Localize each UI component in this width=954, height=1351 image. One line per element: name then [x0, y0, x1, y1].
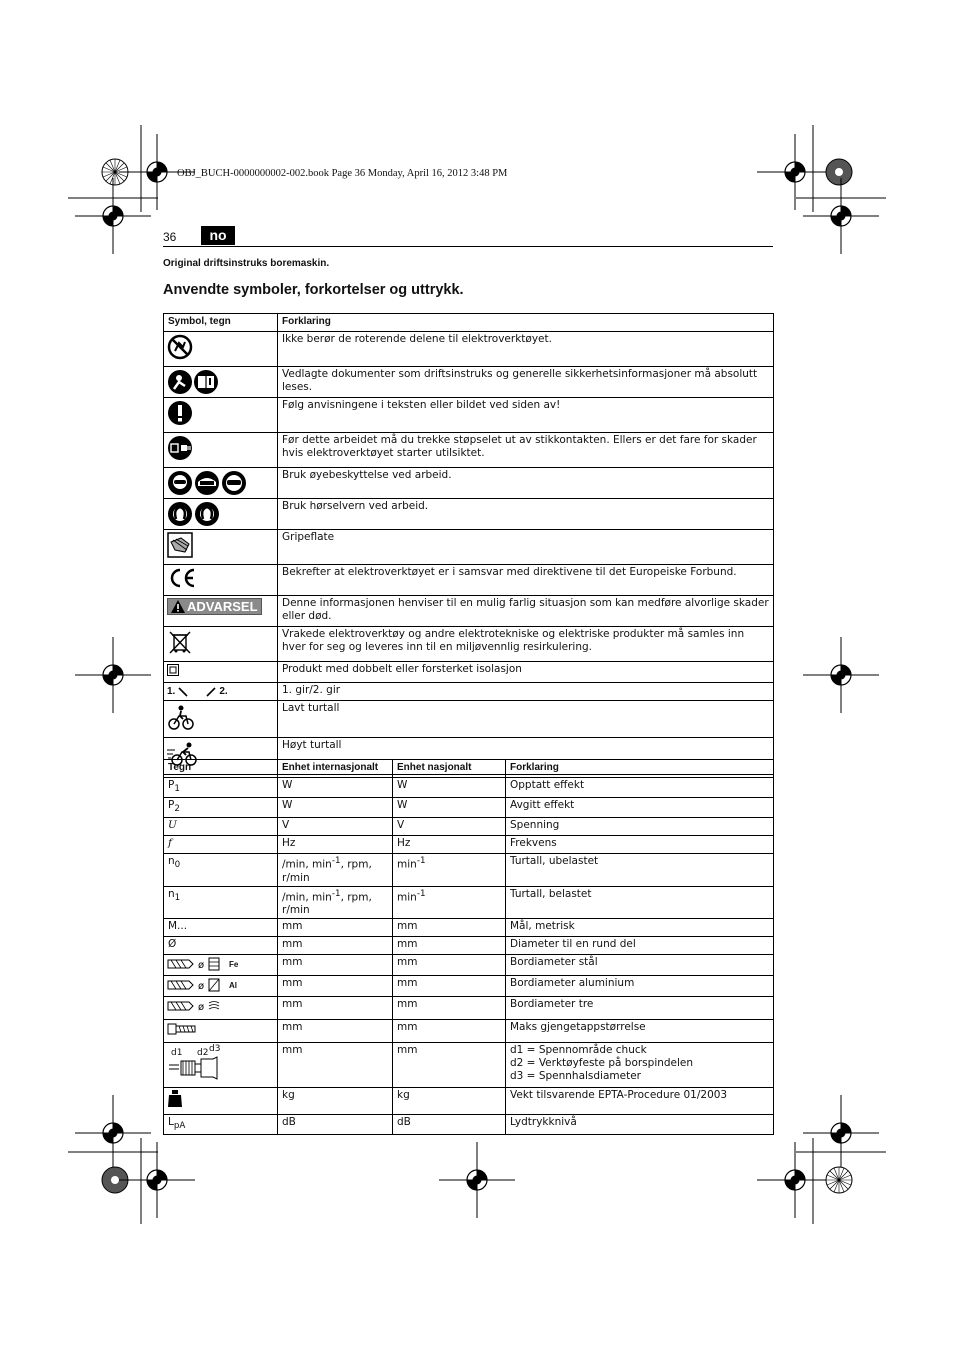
- unit-national: mm: [393, 976, 506, 997]
- symbol-description: Denne informasjonen henviser til en mulig farlig situasjon som kan medføre alvorlige skader eller død.: [278, 596, 774, 627]
- sign-cell: $P_1$: [164, 778, 278, 798]
- double-insulation-icon: [167, 664, 179, 676]
- drill-steel-icon: [167, 957, 225, 971]
- chuck-drawing-icon: [167, 1055, 231, 1081]
- language-tag: no: [201, 226, 235, 245]
- grip-surface-icon: [167, 532, 193, 558]
- sign-cell: U: [164, 818, 278, 836]
- unit-description: Mål, metrisk: [506, 919, 774, 937]
- table-row: [164, 433, 774, 468]
- table-row: [164, 468, 774, 499]
- unit-national: $\min^{-1}$: [393, 854, 506, 887]
- table-row: [164, 596, 774, 627]
- table-row: [164, 976, 774, 997]
- unit-national: kg: [393, 1088, 506, 1115]
- drill-wood-icon: [167, 999, 225, 1013]
- unit-national: dB: [393, 1115, 506, 1135]
- sign-cell: [164, 1020, 278, 1043]
- unit-description: Vekt tilsvarende EPTA-Procedure 01/2003: [506, 1088, 774, 1115]
- table-row: [164, 836, 774, 854]
- table-row: [164, 627, 774, 662]
- unit-description: Turtall, ubelastet: [506, 854, 774, 887]
- svg-text:ø: ø: [198, 981, 205, 993]
- table-header-row: [164, 760, 774, 778]
- unit-description: Turtall, belastet: [506, 886, 774, 919]
- symbol-description: Vedlagte dokumenter som driftsinstruks og generelle sikkerhetsinformasjoner må absolutt leses.: [278, 367, 774, 398]
- sign-cell: [164, 997, 278, 1020]
- svg-text:ø: ø: [198, 960, 205, 972]
- low-speed-icon: [167, 703, 195, 731]
- unit-description: Spenning: [506, 818, 774, 836]
- column-header: Forklaring: [278, 314, 774, 332]
- sign-cell: $L_{pA}$: [164, 1115, 278, 1135]
- unit-description: Lydtrykknivå: [506, 1115, 774, 1135]
- sign-cell: M...: [164, 919, 278, 937]
- symbol-description: Vrakede elektroverktøy og andre elektrotekniske og elektriske produkter må samles inn hver for seg og leveres inn til en miljøvennlig resirkulering.: [278, 627, 774, 662]
- eye-protection-icon: [167, 470, 247, 496]
- table-row: [164, 778, 774, 798]
- chuck-dimensions-icon: d1 d2 d3: [167, 1045, 231, 1083]
- table-row: [164, 530, 774, 565]
- unit-national: mm: [393, 1020, 506, 1043]
- svg-text:ø: ø: [198, 1002, 205, 1014]
- hearing-protection-icon: [167, 501, 221, 527]
- read-documents-icon: [167, 369, 219, 395]
- unit-international: mm: [278, 1043, 393, 1088]
- unit-national: mm: [393, 997, 506, 1020]
- column-header: Enhet nasjonalt: [393, 760, 506, 778]
- unit-international: mm: [278, 997, 393, 1020]
- symbol-description: Bruk øyebeskyttelse ved arbeid.: [278, 468, 774, 499]
- unit-international: mm: [278, 919, 393, 937]
- table-row: [164, 1043, 774, 1088]
- unit-national: V: [393, 818, 506, 836]
- table-row: [164, 499, 774, 530]
- header-rule: [163, 246, 773, 247]
- symbol-description: Bekrefter at elektroverktøyet er i samsvar med direktivene til det Europeiske Forbund.: [278, 565, 774, 596]
- table-row: [164, 818, 774, 836]
- table-row: [164, 701, 774, 738]
- unit-national: Hz: [393, 836, 506, 854]
- unit-national: mm: [393, 919, 506, 937]
- unit-description: [506, 1043, 774, 1088]
- unit-description: Bordiameter tre: [506, 997, 774, 1020]
- desc-line: d2 = Verktøyfeste på borspindelen: [510, 1057, 694, 1070]
- table-header-row: [164, 314, 774, 332]
- column-header: Forklaring: [506, 760, 774, 778]
- weee-bin-icon: [167, 629, 193, 655]
- table-row: [164, 662, 774, 683]
- table-row: [164, 398, 774, 433]
- table-row: [164, 367, 774, 398]
- table-row: [164, 798, 774, 818]
- unit-international: Hz: [278, 836, 393, 854]
- unit-description: Opptatt effekt: [506, 778, 774, 798]
- gear-1-label: 1.: [167, 686, 176, 697]
- symbol-description: Lavt turtall: [278, 701, 774, 738]
- do-not-touch-rotating-icon: [167, 334, 193, 360]
- ce-mark-icon: [167, 567, 197, 589]
- table-row: [164, 937, 774, 955]
- unit-description: Frekvens: [506, 836, 774, 854]
- symbol-description: Gripeflate: [278, 530, 774, 565]
- table-row: [164, 997, 774, 1020]
- unplug-icon: [167, 435, 193, 461]
- section-title: Anvendte symboler, forkortelser og uttrykk.: [163, 282, 464, 298]
- desc-line: d3 = Spennhalsdiameter: [510, 1070, 641, 1083]
- gear-low-icon: [177, 686, 189, 698]
- unit-international: mm: [278, 976, 393, 997]
- gear-2-label: 2.: [219, 686, 228, 697]
- table-row: [164, 919, 774, 937]
- page-number: 36: [163, 230, 177, 244]
- table-row: [164, 683, 774, 701]
- weight-icon: [167, 1090, 183, 1108]
- column-header: Tegn: [164, 760, 278, 778]
- sign-cell: f: [164, 836, 278, 854]
- unit-description: Bordiameter stål: [506, 955, 774, 976]
- unit-description: Bordiameter aluminium: [506, 976, 774, 997]
- warning-triangle-icon: [171, 600, 185, 613]
- warning-label-icon: [167, 598, 262, 615]
- unit-national: W: [393, 778, 506, 798]
- sign-cell: $n_1$: [164, 886, 278, 919]
- warning-label-text: ADVARSEL: [187, 599, 258, 614]
- gear-high-icon: [205, 686, 217, 698]
- table-row: [164, 1020, 774, 1043]
- symbol-description: Produkt med dobbelt eller forsterket isolasjon: [278, 662, 774, 683]
- units-table: [163, 759, 774, 1135]
- unit-international: mm: [278, 1020, 393, 1043]
- sign-cell: [164, 1043, 278, 1088]
- column-header: Enhet internasjonalt: [278, 760, 393, 778]
- sign-cell: [164, 1088, 278, 1115]
- unit-international: dB: [278, 1115, 393, 1135]
- subtitle: Original driftsinstruks boremaskin.: [163, 258, 330, 269]
- table-row: [164, 854, 774, 887]
- unit-international: mm: [278, 955, 393, 976]
- unit-international: /min, $\min^{-1}$, rpm, r/min: [278, 854, 393, 887]
- symbol-description: Høyt turtall: [278, 738, 774, 775]
- unit-national: mm: [393, 955, 506, 976]
- unit-international: W: [278, 798, 393, 818]
- unit-description: Maks gjengetappstørrelse: [506, 1020, 774, 1043]
- gear-1-2-icon: [167, 685, 274, 698]
- table-row: [164, 1115, 774, 1135]
- symbol-description: Ikke berør de roterende delene til elektroverktøyet.: [278, 332, 774, 367]
- unit-description: Diameter til en rund del: [506, 937, 774, 955]
- sign-cell: $n_0$: [164, 854, 278, 887]
- tap-icon: [167, 1022, 197, 1036]
- file-header: OBJ_BUCH-0000000002-002.book Page 36 Monday, April 16, 2012 3:48 PM: [177, 168, 508, 179]
- table-row: [164, 332, 774, 367]
- unit-international: W: [278, 778, 393, 798]
- unit-national: $\min^{-1}$: [393, 886, 506, 919]
- unit-description: Avgitt effekt: [506, 798, 774, 818]
- column-header: Symbol, tegn: [164, 314, 278, 332]
- drill-aluminium-icon: [167, 978, 225, 992]
- symbol-description: Før dette arbeidet må du trekke støpselet ut av stikkontakten. Ellers er det fare for skader hvis elektroverktøyet starter utilsiktet.: [278, 433, 774, 468]
- sign-cell: Ø: [164, 937, 278, 955]
- sign-cell: $P_2$: [164, 798, 278, 818]
- unit-international: /min, $\min^{-1}$, rpm, r/min: [278, 886, 393, 919]
- desc-line: d1 = Spennområde chuck: [510, 1044, 647, 1057]
- table-row: [164, 1088, 774, 1115]
- sign-cell: ø Al: [164, 976, 278, 997]
- unit-international: mm: [278, 937, 393, 955]
- attention-icon: [167, 400, 193, 426]
- unit-national: W: [393, 798, 506, 818]
- unit-national: mm: [393, 937, 506, 955]
- symbol-description: Bruk hørselvern ved arbeid.: [278, 499, 774, 530]
- sign-cell: ø Fe: [164, 955, 278, 976]
- unit-national: mm: [393, 1043, 506, 1088]
- table-row: [164, 886, 774, 919]
- symbol-description: 1. gir/2. gir: [278, 683, 774, 701]
- symbols-table: [163, 313, 774, 775]
- unit-international: V: [278, 818, 393, 836]
- symbol-description: Følg anvisningene i teksten eller bildet ved siden av!: [278, 398, 774, 433]
- table-row: [164, 955, 774, 976]
- table-row: [164, 565, 774, 596]
- unit-international: kg: [278, 1088, 393, 1115]
